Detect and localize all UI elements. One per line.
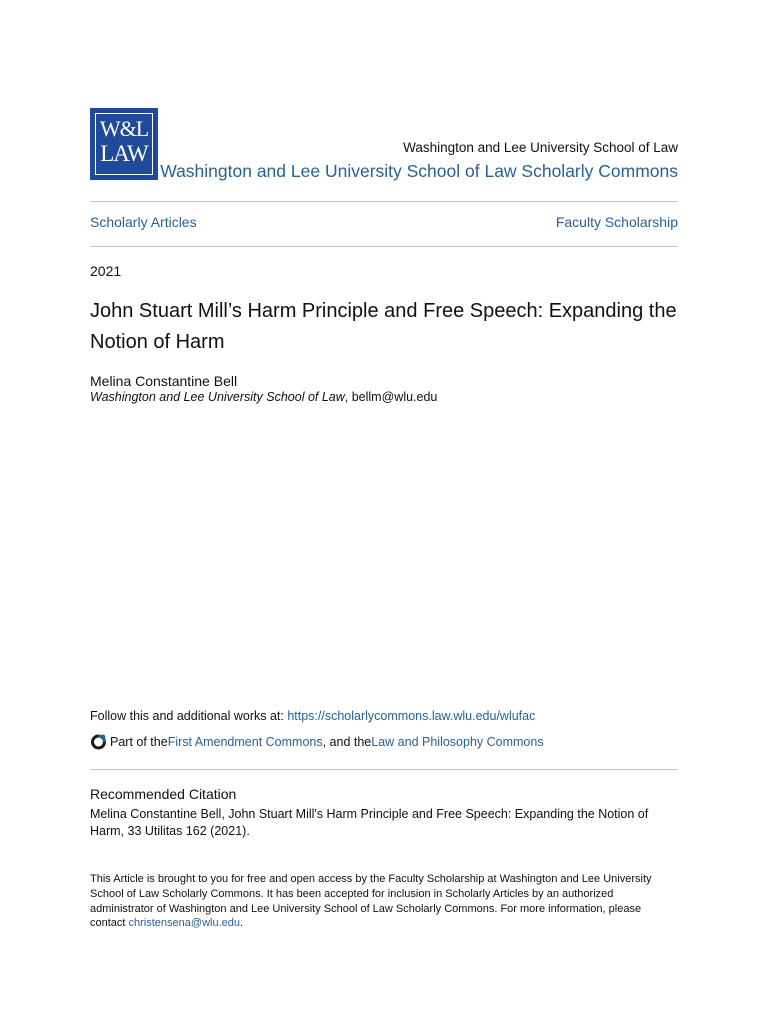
notice-end: . [239,917,244,930]
contact-email-link[interactable]: christensena@wlu.edu [128,917,240,930]
divider [90,246,678,247]
wl-law-logo[interactable] [90,108,158,180]
scholarly-commons-link[interactable]: Washington and Lee University School of Law Scholarly Commons [160,161,678,181]
first-amendment-commons-link[interactable]: First Amendment Commons [167,734,323,749]
follow-prefix: Follow this and additional works at: [90,709,288,723]
scholarly-articles-link[interactable]: Scholarly Articles [90,214,197,230]
article-title: John Stuart Mill’s Harm Principle and Free Speech: Expanding the Notion of Harm [90,300,677,353]
access-notice [90,872,678,931]
open-access-icon [90,733,107,750]
recommended-citation-heading: Recommended Citation [90,786,237,802]
logo-line1: W&L [99,116,149,141]
notice-text: This Article is brought to you for free and open access by the Faculty Scholarship at Washington and Lee University School of Law Scholarly Commons. It has been accepted for inclusion in Scholarly Articles by an authorized administrator of Washington and Lee University School of Law Scholarly Commons. For more information, please contact [90,873,652,930]
law-philosophy-commons-link[interactable]: Law and Philosophy Commons [371,734,544,749]
part-of-prefix: Part of the [110,734,168,749]
follow-url-link[interactable]: https://scholarlycommons.law.wlu.edu/wlufac [287,709,536,723]
part-of-line [90,733,544,750]
divider [90,201,678,202]
follow-line [90,709,535,723]
divider [90,769,678,770]
part-of-middle: , and the [322,734,372,749]
author-affiliation [90,390,437,404]
affiliation-email: , bellm@wlu.edu [344,390,438,404]
author-name: Melina Constantine Bell [90,373,238,389]
publication-year: 2021 [90,263,122,279]
faculty-scholarship-link[interactable]: Faculty Scholarship [555,214,678,230]
affiliation-institution: Washington and Lee University School of Law [90,390,345,404]
logo-line2: LAW [100,141,148,166]
school-name: Washington and Lee University School of Law [403,140,678,155]
recommended-citation-text: Melina Constantine Bell, John Stuart Mill's Harm Principle and Free Speech: Expanding the Notion of Harm, 33 Utilitas 162 (2021). [90,807,649,838]
